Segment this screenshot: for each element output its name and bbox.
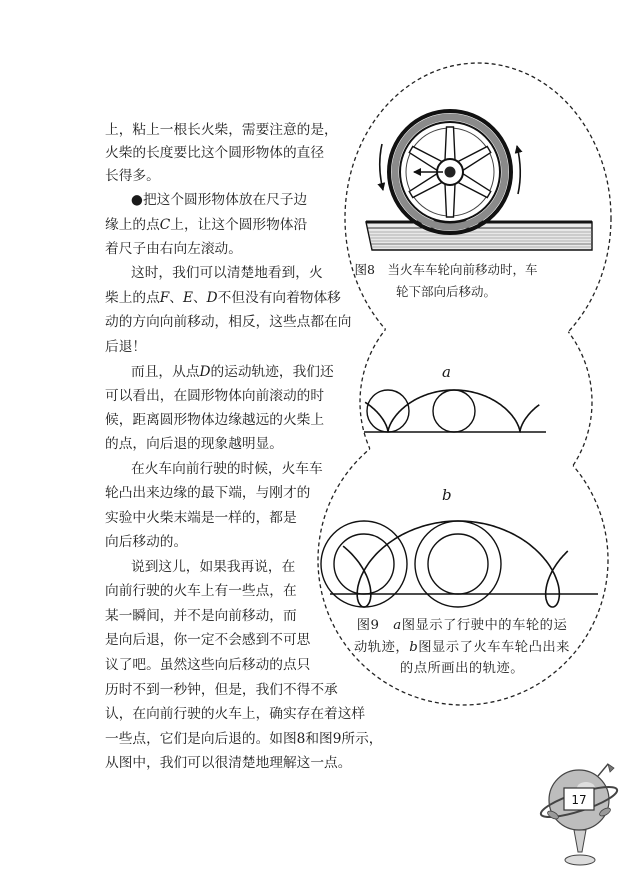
body-text-line: 动的方向向前移动，相反，这些点都在向 — [105, 314, 352, 330]
figure9-caption-line: 动轨迹，b图显示了火车车轮凸出来 — [354, 640, 570, 655]
figure9b-tread-circle — [334, 534, 394, 594]
body-text-line: 某一瞬间，并不是向前移动，而 — [105, 608, 297, 624]
body-text-line: 火柴的长度要比这个圆形物体的直径 — [105, 145, 325, 161]
italic-letter: a — [393, 618, 402, 633]
body-text-line: 后退！ — [105, 339, 147, 355]
body-text-line: 可以看出，在圆形物体向前滚动的时 — [105, 388, 325, 404]
figure9a-wheel-circle — [433, 390, 475, 432]
figure9a-label: a — [442, 363, 451, 381]
body-text-line: ●把这个圆形物体放在尺子边 — [131, 192, 308, 208]
italic-letter: D — [199, 364, 211, 380]
body-text-line: 上，粘上一根长火柴，需要注意的是， — [105, 122, 338, 138]
page-number: 17 — [571, 793, 587, 807]
figure9b-tread-circle — [428, 534, 488, 594]
body-text-line: 轮凸出来边缘的最下端，与刚才的 — [105, 485, 311, 501]
italic-letter: D — [206, 290, 218, 306]
body-text-line: 说到这儿，如果我再说，在 — [131, 559, 296, 575]
figure8-caption-line: 图8 当火车车轮向前移动时，车 — [354, 262, 538, 277]
rotation-arrow-down-icon — [380, 144, 383, 190]
figure9b-illustration — [321, 521, 598, 607]
body-text-line: 的点，向后退的现象越明显。 — [105, 436, 283, 452]
body-text-line: 在火车向前行驶的时候，火车车 — [131, 461, 323, 477]
body-text-line: 一些点，它们是向后退的。如图8和图9所示， — [105, 731, 383, 747]
figure9a-cycloid-curve — [365, 390, 539, 432]
outline-middle-lobe — [360, 286, 592, 518]
body-text-line: 向后移动的。 — [105, 534, 188, 550]
italic-letter: b — [409, 640, 419, 655]
body-text-line: 而且，从点D的运动轨迹，我们还 — [131, 364, 334, 380]
figure9-caption-line: 的点所画出的轨迹。 — [399, 661, 525, 676]
italic-letter: F — [159, 290, 170, 306]
body-text-line: 是向后退，你一定不会感到不可思 — [105, 632, 311, 648]
italic-letter: E — [182, 290, 193, 306]
globe-trophy-icon — [538, 764, 620, 865]
body-text-line: 认，在向前行驶的火车上，确实存在着这样 — [105, 706, 366, 722]
figure8-illustration — [366, 111, 592, 250]
figure9b-label: b — [442, 486, 452, 504]
body-text-line: 这时，我们可以清楚地看到，火 — [131, 265, 323, 281]
rotation-arrow-up-icon — [517, 146, 520, 194]
body-text-line: 长得多。 — [105, 168, 160, 184]
figure9-caption-line: 图9 a图显示了行驶中的车轮的运 — [356, 618, 568, 633]
body-text-line: 实验中火柴末端是一样的，都是 — [105, 510, 297, 526]
italic-letter: C — [159, 217, 171, 233]
body-text-line: 缘上的点C上，让这个圆形物体沿 — [105, 217, 308, 233]
body-text-line: 议了吧。虽然这些向后移动的点只 — [105, 657, 311, 673]
body-text-line: 历时不到一秒钟，但是，我们不得不承 — [105, 682, 338, 698]
train-wheel-icon — [389, 111, 511, 233]
body-text-line: 柴上的点F、E、D不但没有向着物体移 — [105, 290, 341, 306]
body-text-line: 候，距离圆形物体边缘越远的火柴上 — [105, 412, 325, 428]
body-text-line: 从图中，我们可以很清楚地理解这一点。 — [105, 755, 352, 771]
figure9a-illustration — [364, 390, 546, 432]
figure9a-wheel-circle — [367, 390, 409, 432]
body-text-line: 向前行驶的火车上有一些点，在 — [105, 583, 297, 599]
figure8-caption-line: 轮下部向后移动。 — [395, 284, 496, 299]
body-text-line: 着尺子由右向左滚动。 — [105, 241, 242, 257]
